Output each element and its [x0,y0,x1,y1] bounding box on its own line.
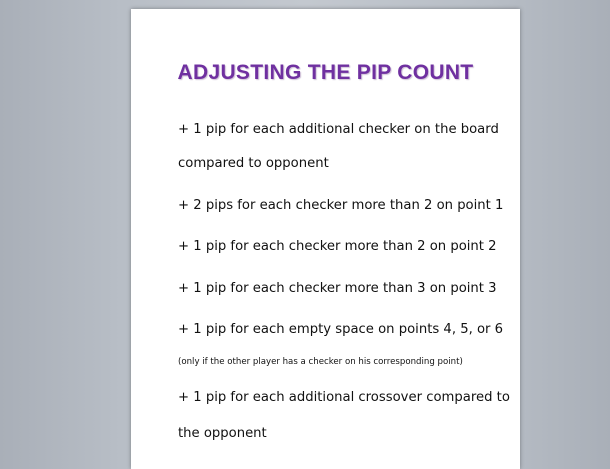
document-page [131,9,520,469]
text-line: + 1 pip for each additional crossover compared to [178,390,510,405]
text-line: the opponent [178,426,267,441]
text-line: + 1 pip for each checker more than 2 on point 2 [178,239,497,254]
text-line: + 1 pip for each empty space on points 4, 5, or 6 [178,322,504,337]
page-title: ADJUSTING THE PIP COUNT [177,61,474,84]
text-line: + 1 pip for each checker more than 3 on point 3 [178,281,497,296]
note-line: (only if the other player has a checker on his corresponding point) [178,357,463,367]
text-line: + 1 pip for each additional checker on the board [178,122,499,137]
text-line: compared to opponent [178,156,329,171]
text-line: + 2 pips for each checker more than 2 on point 1 [178,198,504,213]
